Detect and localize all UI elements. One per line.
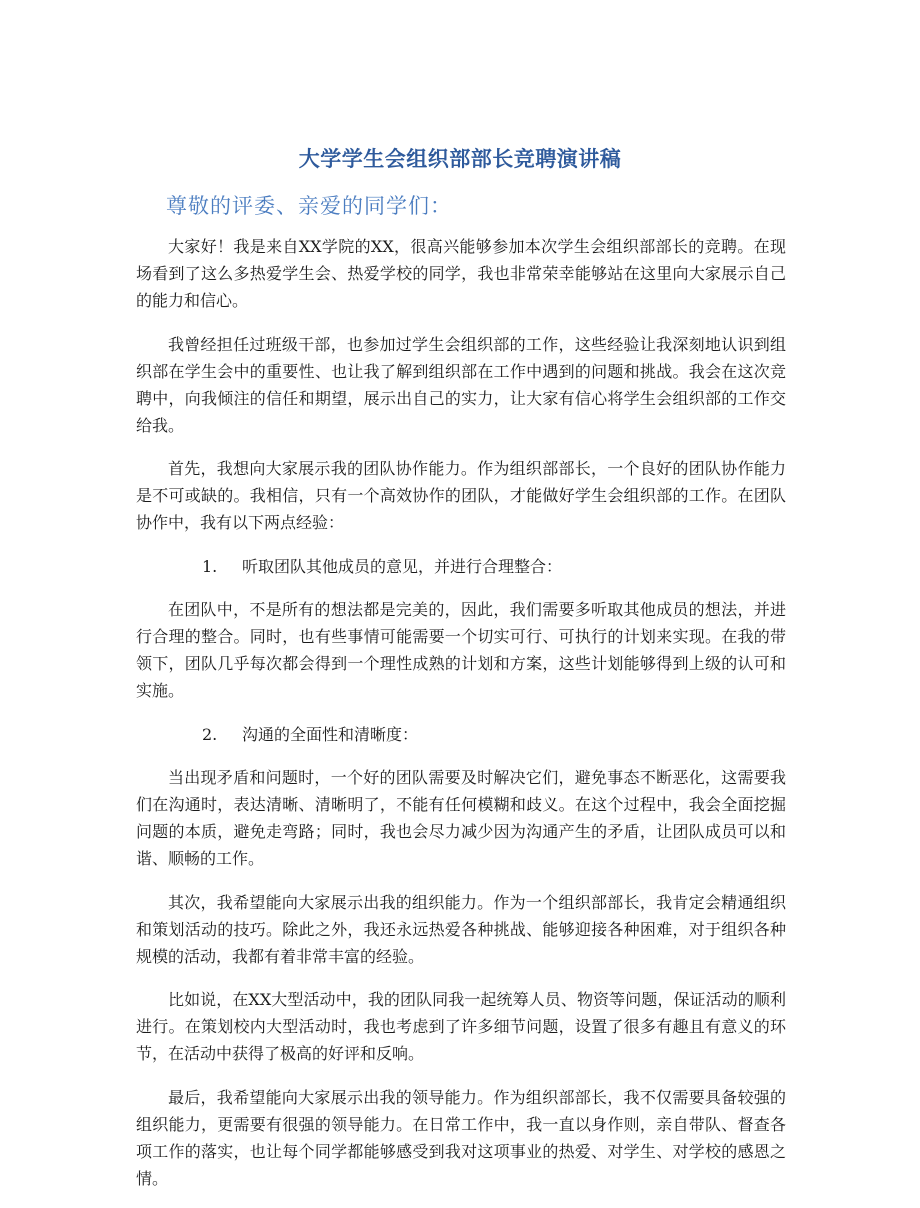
document-title: 大学学生会组织部部长竞聘演讲稿 [298, 146, 622, 171]
paragraph-example: 比如说，在XX大型活动中，我的团队同我一起统筹人员、物资等问题，保证活动的顺利进行。在策划校内大型活动时，我也考虑到了许多细节问题，设置了很多有趣且有意义的环节，在活动中获得了极高的好评和反响。 [136, 990, 786, 1063]
paragraph-experience: 我曾经担任过班级干部，也参加过学生会组织部的工作，这些经验让我深刻地认识到组织部在学生会中的重要性、也让我了解到组织部在工作中遇到的问题和挑战。我会在这次竞聘中，向我倾注的信任和期望，展示出自己的实力，让大家有信心将学生会组织部的工作交给我。 [136, 334, 786, 435]
list-number: 1. [202, 556, 218, 576]
document-body [136, 233, 786, 1208]
paragraph-intro: 大家好！我是来自XX学院的XX，很高兴能够参加本次学生会组织部部长的竞聘。在现场看到了这么多热爱学生会、热爱学校的同学，我也非常荣幸能够站在这里向大家展示自己的能力和信心。 [136, 237, 786, 310]
list-number: 2. [202, 724, 218, 744]
list-item-1 [136, 553, 786, 580]
greeting-heading: 尊敬的评委、亲爱的同学们： [166, 194, 452, 218]
paragraph-teamwork: 首先，我想向大家展示我的团队协作能力。作为组织部部长，一个良好的团队协作能力是不可或缺的。我相信，只有一个高效协作的团队，才能做好学生会组织部的工作。在团队协作中，我有以下两点经验： [136, 459, 786, 532]
paragraph-leadership: 最后，我希望能向大家展示出我的领导能力。作为组织部部长，我不仅需要具备较强的组织能力，更需要有很强的领导能力。在日常工作中，我一直以身作则，亲自带队、督查各项工作的落实，也让每个同学都能够感受到我对这项事业的热爱、对学生、对学校的感恩之情。 [136, 1087, 786, 1188]
paragraph-organization: 其次，我希望能向大家展示出我的组织能力。作为一个组织部部长，我肯定会精通组织和策划活动的技巧。除此之外，我还永远热爱各种挑战、能够迎接各种困难，对于组织各种规模的活动，我都有着非常丰富的经验。 [136, 892, 786, 966]
paragraph-communication: 当出现矛盾和问题时，一个好的团队需要及时解决它们，避免事态不断恶化，这需要我们在沟通时，表达清晰、清晰明了，不能有任何模糊和歧义。在这个过程中，我会全面挖掘问题的本质，避免走弯路；同时，我也会尽力减少因为沟通产生的矛盾，让团队成员可以和谐、顺畅的工作。 [136, 768, 786, 868]
list-item-2 [136, 721, 786, 748]
list-text: 沟通的全面性和清晰度： [242, 724, 419, 744]
paragraph-integration: 在团队中，不是所有的想法都是完美的，因此，我们需要多听取其他成员的想法，并进行合理的整合。同时，也有些事情可能需要一个切实可行、可执行的计划来实现。在我的带领下，团队几乎每次都会得到一个理性成熟的计划和方案，这些计划能够得到上级的认可和实施。 [136, 600, 786, 700]
list-text: 听取团队其他成员的意见，并进行合理整合： [242, 556, 563, 576]
